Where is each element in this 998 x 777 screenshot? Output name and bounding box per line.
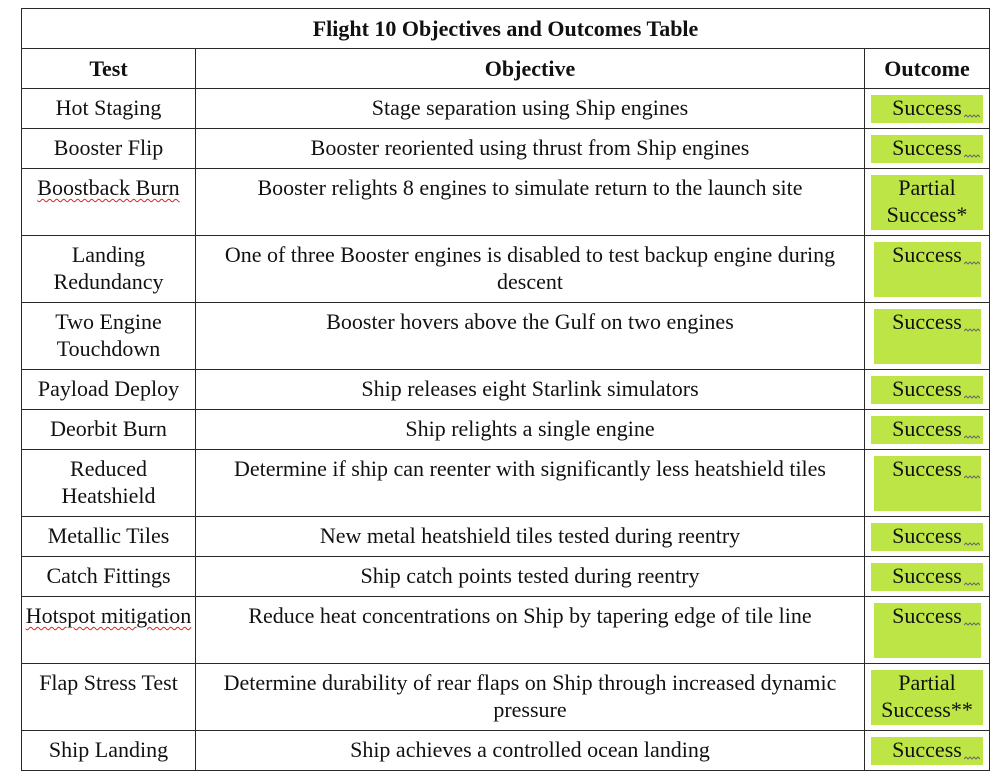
outcome-cell[interactable] <box>865 731 990 771</box>
objective-cell[interactable]: Reduce heat concentrations on Ship by tapering edge of tile line <box>196 597 865 664</box>
outcome-text: Success <box>892 416 962 441</box>
test-cell[interactable] <box>22 169 196 236</box>
outcome-cell[interactable] <box>865 129 990 169</box>
outcome-cell[interactable] <box>865 370 990 410</box>
table-row <box>22 169 990 236</box>
outcome-text: Success <box>892 309 962 334</box>
outcome-text: Success <box>892 242 962 267</box>
outcome-cell[interactable] <box>865 450 990 517</box>
outcome-text: Success <box>892 563 962 588</box>
table-header-row <box>22 49 990 89</box>
outcome-cell[interactable] <box>865 89 990 129</box>
grammar-squiggle-icon <box>964 154 980 160</box>
grammar-squiggle-icon <box>964 622 980 628</box>
header-objective[interactable]: Objective <box>196 49 865 89</box>
test-cell[interactable]: Metallic Tiles <box>22 517 196 557</box>
test-cell[interactable]: Hot Staging <box>22 89 196 129</box>
grammar-squiggle-icon <box>964 435 980 441</box>
table-row <box>22 597 990 664</box>
outcome-text: Success <box>892 523 962 548</box>
outcome-cell[interactable] <box>865 410 990 450</box>
grammar-squiggle-icon <box>964 475 980 481</box>
table-row <box>22 731 990 771</box>
outcome-cell[interactable] <box>865 236 990 303</box>
objective-cell[interactable]: Determine durability of rear flaps on Ship through increased dynamic pressure <box>196 664 865 731</box>
grammar-squiggle-icon <box>964 542 980 548</box>
table-row <box>22 450 990 517</box>
outcome-text: Success <box>892 135 962 160</box>
objective-cell[interactable]: One of three Booster engines is disabled to test backup engine during descent <box>196 236 865 303</box>
grammar-squiggle-icon <box>964 114 980 120</box>
test-cell[interactable]: Booster Flip <box>22 129 196 169</box>
grammar-squiggle-icon <box>964 261 980 267</box>
grammar-squiggle-icon <box>964 582 980 588</box>
table-title[interactable]: Flight 10 Objectives and Outcomes Table <box>22 9 990 49</box>
objective-cell[interactable]: Ship relights a single engine <box>196 410 865 450</box>
header-test[interactable]: Test <box>22 49 196 89</box>
objectives-table <box>21 8 990 771</box>
table-row <box>22 303 990 370</box>
table-row <box>22 89 990 129</box>
table-row <box>22 517 990 557</box>
outcome-text: Success <box>892 737 962 762</box>
header-outcome[interactable]: Outcome <box>865 49 990 89</box>
test-cell[interactable]: Landing Redundancy <box>22 236 196 303</box>
test-cell[interactable]: Deorbit Burn <box>22 410 196 450</box>
spellcheck-word: Boostback Burn <box>37 175 180 200</box>
outcome-cell[interactable] <box>865 303 990 370</box>
grammar-squiggle-icon <box>964 756 980 762</box>
test-cell[interactable] <box>22 597 196 664</box>
test-cell[interactable]: Reduced Heatshield <box>22 450 196 517</box>
table-row <box>22 410 990 450</box>
test-cell[interactable]: Catch Fittings <box>22 557 196 597</box>
spellcheck-word: Hotspot mitigation <box>25 603 192 628</box>
outcome-text: Success <box>892 456 962 481</box>
objective-cell[interactable]: Booster relights 8 engines to simulate return to the launch site <box>196 169 865 236</box>
objective-cell[interactable]: Determine if ship can reenter with significantly less heatshield tiles <box>196 450 865 517</box>
objective-cell[interactable]: Ship achieves a controlled ocean landing <box>196 731 865 771</box>
table-title-row <box>22 9 990 49</box>
outcome-cell[interactable] <box>865 517 990 557</box>
outcome-text: Success <box>892 95 962 120</box>
outcome-cell[interactable] <box>865 169 990 236</box>
test-cell[interactable]: Flap Stress Test <box>22 664 196 731</box>
objective-cell[interactable]: Stage separation using Ship engines <box>196 89 865 129</box>
objective-cell[interactable]: Ship catch points tested during reentry <box>196 557 865 597</box>
table-row <box>22 129 990 169</box>
table-row <box>22 664 990 731</box>
grammar-squiggle-icon <box>964 328 980 334</box>
outcome-text: Partial Success** <box>881 670 973 722</box>
table-row <box>22 236 990 303</box>
outcome-cell[interactable] <box>865 664 990 731</box>
test-cell[interactable]: Ship Landing <box>22 731 196 771</box>
objective-cell[interactable]: Ship releases eight Starlink simulators <box>196 370 865 410</box>
objective-cell[interactable]: Booster reoriented using thrust from Ship engines <box>196 129 865 169</box>
grammar-squiggle-icon <box>964 395 980 401</box>
table-row <box>22 370 990 410</box>
test-cell[interactable]: Two Engine Touchdown <box>22 303 196 370</box>
table-row <box>22 557 990 597</box>
outcome-cell[interactable] <box>865 597 990 664</box>
objective-cell[interactable]: New metal heatshield tiles tested during reentry <box>196 517 865 557</box>
outcome-cell[interactable] <box>865 557 990 597</box>
outcome-text: Partial Success* <box>886 175 968 227</box>
outcome-text: Success <box>892 603 962 628</box>
test-cell[interactable]: Payload Deploy <box>22 370 196 410</box>
outcome-text: Success <box>892 376 962 401</box>
objective-cell[interactable]: Booster hovers above the Gulf on two engines <box>196 303 865 370</box>
